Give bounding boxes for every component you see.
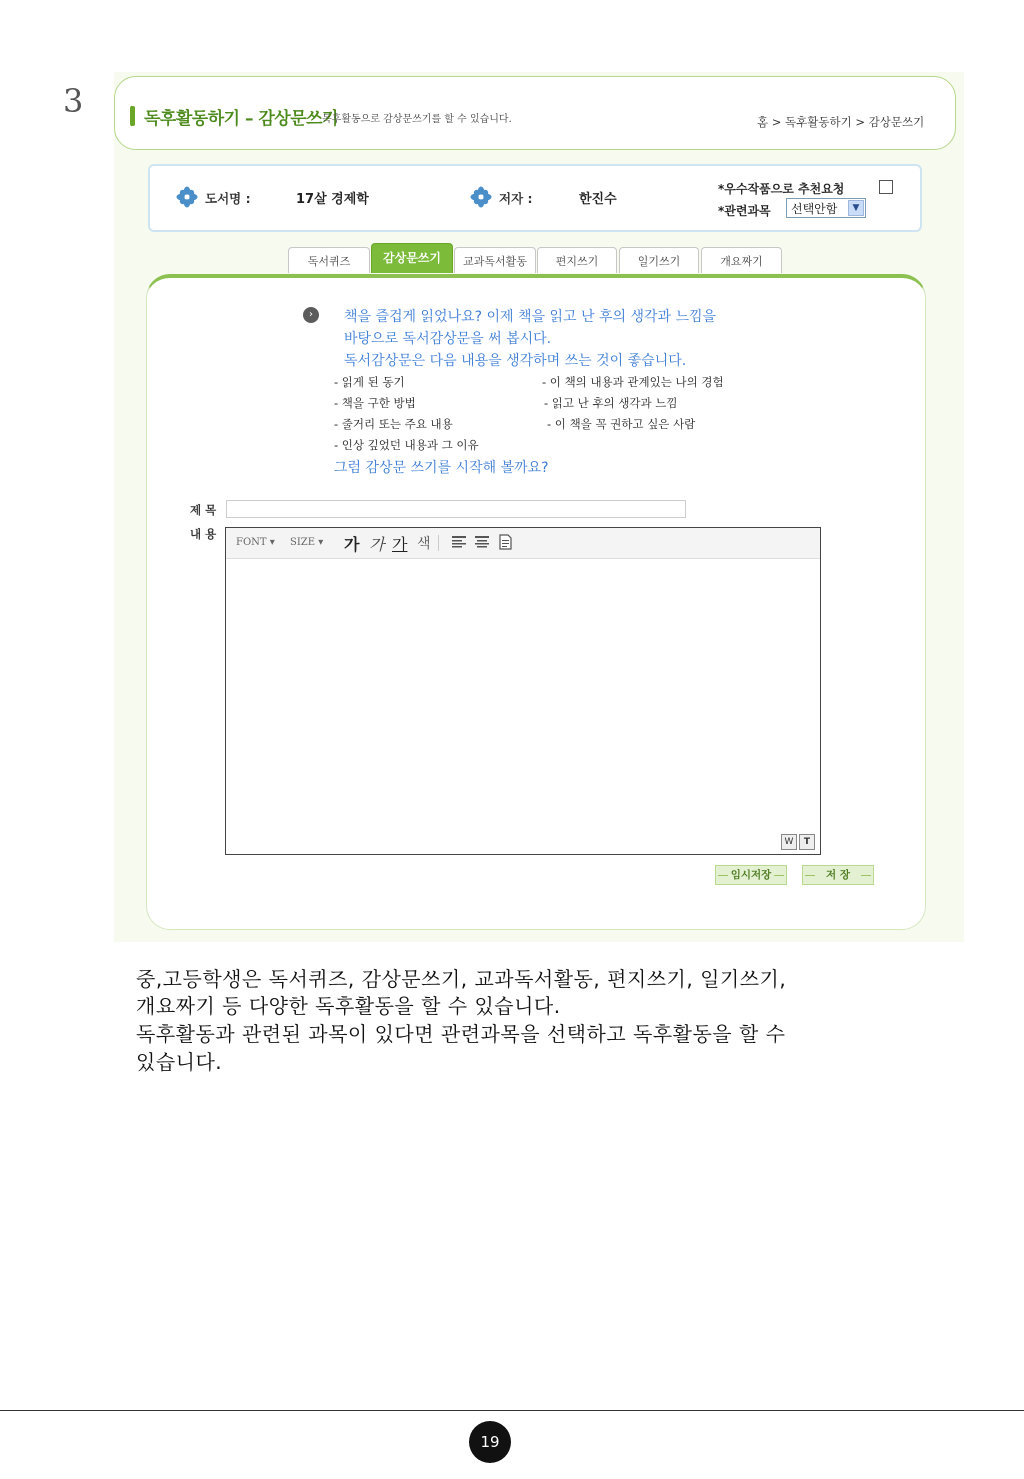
tab-letter-writing[interactable]: 편지쓰기 (537, 247, 617, 273)
page-title: 독후활동하기 – 감상문쓰기 (144, 109, 338, 129)
chevron-down-icon[interactable]: ▼ (848, 200, 864, 216)
align-center-icon[interactable] (475, 536, 489, 549)
page-number: 19 (469, 1421, 511, 1463)
text-mode-button[interactable]: T (799, 834, 815, 850)
bold-button[interactable]: 가 (344, 535, 360, 554)
font-dropdown[interactable]: FONT ▾ (236, 537, 275, 548)
align-left-icon[interactable] (452, 536, 466, 549)
flower-icon (176, 186, 198, 208)
tab-review-writing[interactable]: 감상문쓰기 (371, 243, 453, 273)
book-title-value: 17살 경제학 (296, 192, 369, 207)
intro-line-1: 책을 즐겁게 읽었나요? 이제 책을 읽고 난 후의 생각과 느낌을 (344, 309, 717, 325)
description-line: 중,고등학생은 독서퀴즈, 감상문쓰기, 교과독서활동, 편지쓰기, 일기쓰기, (136, 967, 787, 991)
underline-button[interactable]: 가 (392, 535, 408, 554)
italic-button[interactable]: 가 (369, 535, 385, 554)
book-title-label: 도서명 : (205, 191, 251, 206)
guide-item: - 이 책의 내용과 관계있는 나의 경험 (542, 375, 724, 389)
footer-divider (0, 1410, 1024, 1411)
page-subtitle: 독후활동으로 감상문쓰기를 할 수 있습니다. (322, 114, 512, 125)
description-line: 독후활동과 관련된 과목이 있다면 관련과목을 선택하고 독후활동을 할 수 (136, 1022, 786, 1046)
intro-closing: 그럼 감상문 쓰기를 시작해 볼까요? (334, 460, 549, 476)
document-icon[interactable] (498, 534, 513, 550)
guide-item: - 책을 구한 방법 (334, 396, 416, 410)
guide-item: - 이 책을 꼭 권하고 싶은 사람 (547, 417, 696, 431)
title-label: 제 목 (190, 503, 217, 517)
recommend-checkbox[interactable] (879, 180, 893, 194)
intro-line-3: 독서감상문은 다음 내용을 생각하며 쓰는 것이 좋습니다. (344, 353, 687, 369)
recommend-label: *우수작품으로 추천요청 (718, 182, 845, 196)
guide-item: - 읽고 난 후의 생각과 느낌 (544, 396, 678, 410)
arrow-right-icon: › (303, 307, 319, 323)
guide-item: - 인상 깊었던 내용과 그 이유 (334, 438, 479, 452)
header-marker (130, 106, 135, 126)
author-label: 저자 : (499, 191, 533, 206)
intro-line-2: 바탕으로 독서감상문을 써 봅시다. (344, 331, 552, 347)
toolbar-divider (438, 535, 439, 551)
editor-toolbar (226, 528, 820, 559)
subject-label: *관련과목 (718, 204, 771, 218)
author-value: 한진수 (579, 192, 617, 207)
tab-outline[interactable]: 개요짜기 (701, 247, 782, 273)
title-input[interactable] (226, 500, 686, 518)
breadcrumb[interactable]: 홈 > 독후활동하기 > 감상문쓰기 (757, 115, 925, 129)
tab-diary-writing[interactable]: 일기쓰기 (619, 247, 699, 273)
guide-item: - 줄거리 또는 주요 내용 (334, 417, 453, 431)
step-number: 3 (63, 82, 84, 120)
guide-item: - 읽게 된 동기 (334, 375, 405, 389)
description-line: 개요짜기 등 다양한 독후활동을 할 수 있습니다. (136, 994, 561, 1018)
flower-icon (470, 186, 492, 208)
save-button[interactable]: 저 장 (802, 865, 874, 885)
size-dropdown[interactable]: SIZE ▾ (290, 537, 324, 548)
temp-save-button[interactable]: 임시저장 (715, 865, 787, 885)
tab-subject-reading[interactable]: 교과독서활동 (454, 247, 536, 273)
subject-select[interactable] (786, 198, 866, 218)
content-editor[interactable] (225, 527, 821, 855)
subject-select-value: 선택안함 (791, 202, 838, 216)
tab-reading-quiz[interactable]: 독서퀴즈 (288, 247, 370, 273)
description-line: 있습니다. (136, 1050, 223, 1074)
color-button[interactable]: 색 (417, 536, 431, 552)
wysiwyg-mode-button[interactable]: W (781, 834, 797, 850)
content-label: 내 용 (190, 527, 217, 541)
